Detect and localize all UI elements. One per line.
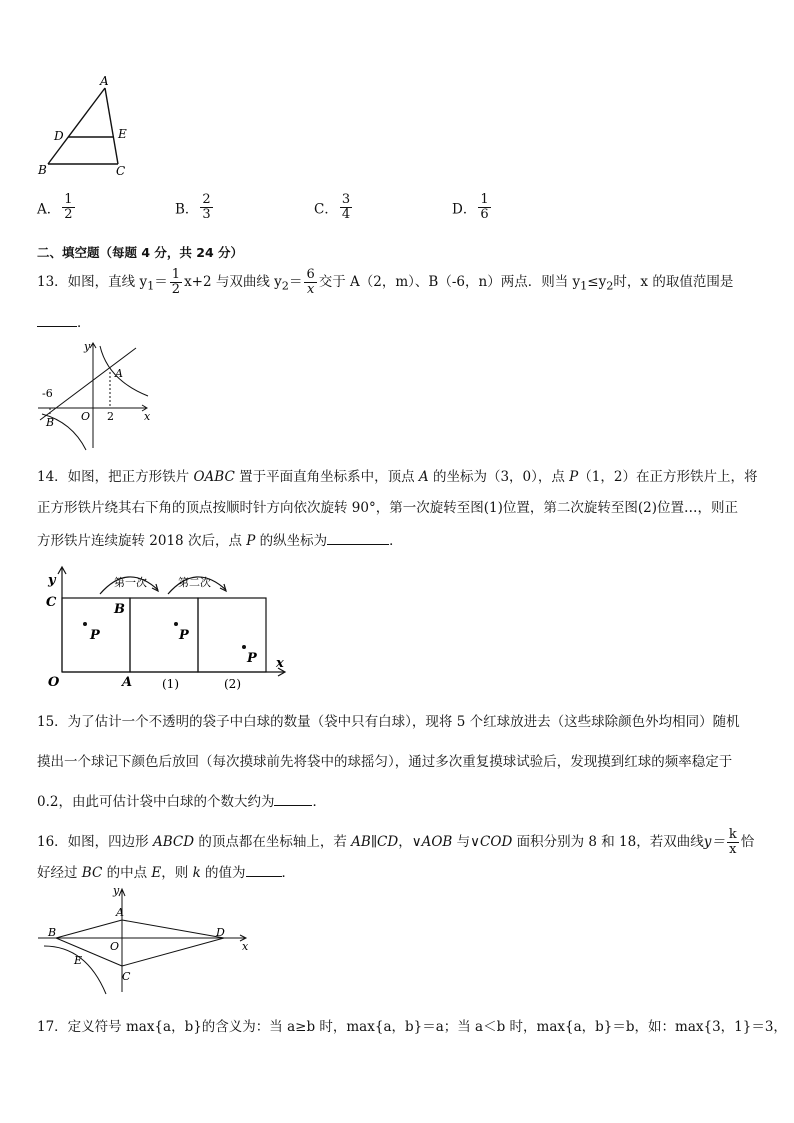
question-17: 17．定义符号 max{a，b}的含义为：当 a≥b 时，max{a，b}＝a；当 a＜b 时，max{a，b}＝b，如：max{3，1}＝3， [37,1019,787,1035]
svg-text:y: y [113,884,120,897]
label-B: B [38,163,47,177]
answer-blank[interactable] [37,312,77,327]
svg-text:O: O [110,940,120,953]
svg-text:(2): (2) [224,677,241,691]
question-15: 15．为了估计一个不透明的袋子中白球的数量（袋中只有白球），现将 5 个红球放进去（这些球除颜色外均相同）随机 [37,714,740,730]
svg-text:B: B [46,416,55,429]
choice-a: A． $\frac{1}{2}$ [37,192,73,222]
question-13-answer: ． [37,312,91,332]
svg-text:x: x [276,656,284,671]
question-15-line3: 0.2，由此可估计袋中白球的个数大约为 ． [37,791,326,811]
choice-b: B． $\frac{2}{3}$ [175,192,211,222]
svg-text:C: C [122,970,131,983]
svg-text:-6: -6 [42,387,53,400]
question-16-line2: 好经过 BC 的中点 E，则 k 的值为 ． [37,862,295,882]
svg-text:A: A [115,367,123,380]
svg-text:C: C [46,595,57,610]
svg-text:2: 2 [107,410,114,423]
question-14-line3: 方形铁片连续旋转 2018 次后，点 P 的纵坐标为 ． [37,530,403,550]
svg-text:O: O [48,675,60,690]
label-E: E [118,127,127,141]
svg-text:P: P [247,651,257,666]
svg-text:P: P [90,628,100,643]
svg-text:P: P [179,628,189,643]
svg-text:x: x [242,940,249,953]
svg-text:y: y [84,340,91,353]
svg-text:D: D [216,926,225,939]
svg-text:B: B [114,602,125,617]
label-D: D [54,129,64,143]
triangle-figure [36,74,136,180]
question-14-line2: 正方形铁片绕其右下角的顶点按顺时针方向依次旋转 90°，第一次旋转至图(1)位置，第二次旋转至图(2)位置…，则正 [37,500,738,516]
svg-text:O: O [81,410,91,423]
choice-d: D． $\frac{1}{6}$ [452,192,489,222]
q14-figure [40,558,292,694]
svg-text:E: E [74,954,83,967]
svg-text:(1): (1) [162,677,179,691]
svg-text:A: A [116,906,124,919]
q13-graph [36,340,156,452]
answer-blank[interactable] [274,791,312,806]
svg-text:A: A [122,675,133,690]
svg-text:第二次: 第二次 [178,576,211,589]
section-heading: 二、填空题（每题 4 分，共 24 分） [37,245,244,260]
question-13: 13．如图，直线 $y_1=$ $\frac{1}{2}$ x+2 与双曲线 $y_2=$ $\frac{6}{x}$ 交于 A（2，m）、B（-6，n）两点．则当 $y_1\le y_2$时，x 的取值范围是 [37,267,734,297]
q16-figure [36,884,256,996]
answer-blank[interactable] [246,862,282,877]
choice-c: C． $\frac{3}{4}$ [314,192,351,222]
answer-blank[interactable] [327,530,389,545]
label-C: C [116,164,126,178]
question-16: 16．如图，四边形 ABCD 的顶点都在坐标轴上，若 AB∥CD，∨AOB 与∨COD 面积分别为 8 和 18，若双曲线y＝ $\frac{k}{x}$ 恰 [37,827,755,857]
svg-text:x: x [144,410,151,423]
question-15-line2: 摸出一个球记下颜色后放回（每次摸球前先将袋中的球摇匀），通过多次重复摸球试验后，发现摸到红球的频率稳定于 [37,754,733,770]
svg-text:y: y [48,573,56,588]
svg-text:B: B [48,926,57,939]
question-14: 14．如图，把正方形铁片 OABC 置于平面直角坐标系中，顶点 A 的坐标为（3，0），点 P（1，2）在正方形铁片上，将 [37,469,758,485]
label-A: A [100,74,109,88]
svg-text:第一次: 第一次 [114,576,147,589]
